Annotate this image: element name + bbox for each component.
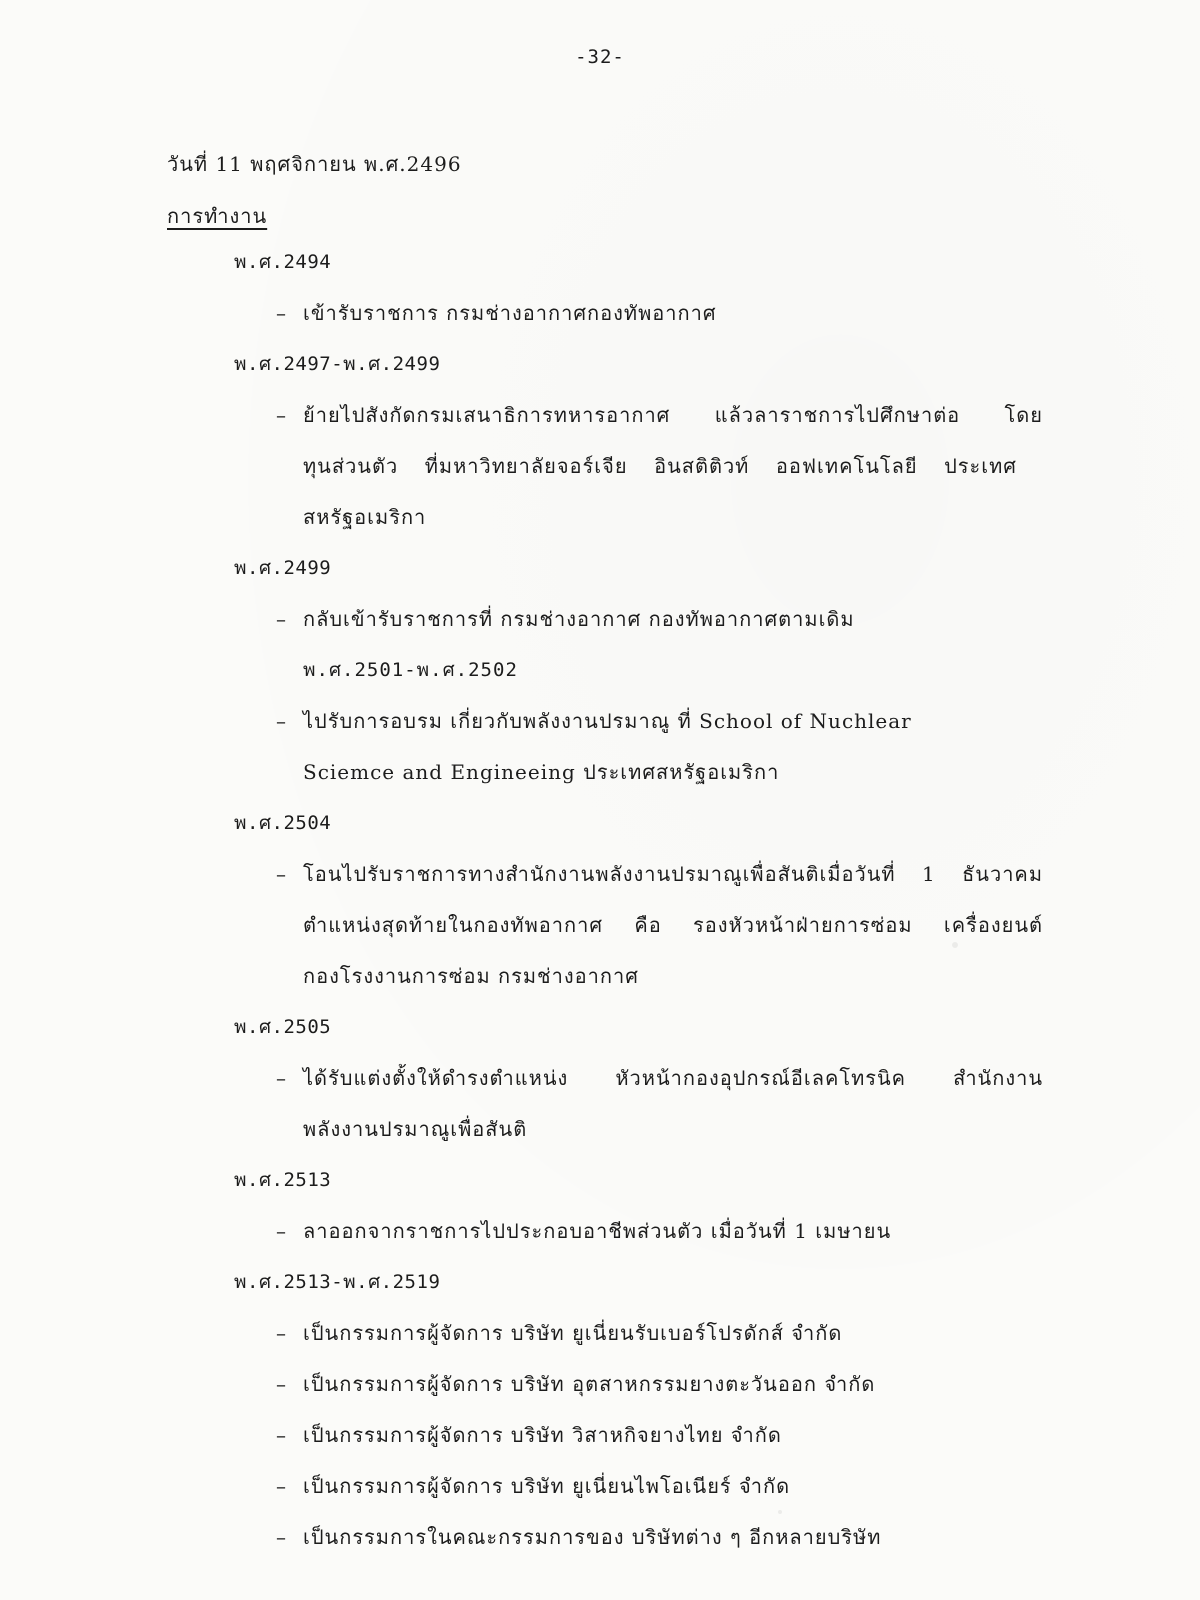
entry-item-text: สหรัฐอเมริกา	[303, 505, 427, 529]
entry-item-line	[0, 607, 1200, 658]
bullet-dash: –	[276, 1066, 287, 1090]
entry-item-text: เป็นกรรมการผู้จัดการ บริษัท วิสาหกิจยางไทย จำกัด	[303, 1423, 782, 1447]
entry-item-continuation	[0, 913, 1200, 964]
entry-year-line	[0, 352, 1200, 403]
entry-year-line	[0, 1168, 1200, 1219]
entry-year: พ.ศ.2505	[234, 1016, 332, 1038]
entry-item-line	[0, 1423, 1200, 1474]
entry-sub-year-line	[0, 658, 1200, 709]
entry-item-line	[0, 1372, 1200, 1423]
bullet-dash: –	[276, 1219, 287, 1243]
entry-item-line	[0, 1219, 1200, 1270]
entry-year: พ.ศ.2513	[234, 1169, 332, 1191]
entry-year: พ.ศ.2513-พ.ศ.2519	[234, 1271, 441, 1293]
entry-year: พ.ศ.2497-พ.ศ.2499	[234, 353, 441, 375]
entry-item-text: ไปรับการอบรม เกี่ยวกับพลังงานปรมาณู ที่ School of Nuchlear	[303, 709, 912, 733]
entry-item-line	[0, 403, 1200, 454]
entry-item-text: เป็นกรรมการผู้จัดการ บริษัท ยูเนี่ยนไพโอเนียร์ จำกัด	[303, 1474, 791, 1498]
bullet-dash: –	[276, 862, 287, 886]
date-heading: วันที่ 11 พฤศจิกายน พ.ศ.2496	[167, 152, 462, 176]
entry-item-continuation	[0, 760, 1200, 811]
entry-year: พ.ศ.2504	[234, 812, 332, 834]
entry-item-text: ตำแหน่งสุดท้ายในกองทัพอากาศ คือ รองหัวหน้าฝ่ายการซ่อม เครื่องยนต์	[303, 913, 1043, 937]
bullet-dash: –	[276, 1474, 287, 1498]
entry-item-text: เป็นกรรมการผู้จัดการ บริษัท ยูเนี่ยนรับเบอร์โปรดักส์ จำกัด	[303, 1321, 843, 1345]
entry-year-line	[0, 811, 1200, 862]
entry-item-continuation	[0, 964, 1200, 1015]
entry-item-line	[0, 301, 1200, 352]
entry-item-text: ย้ายไปสังกัดกรมเสนาธิการทหารอากาศ แล้วลาราชการไปศึกษาต่อ โดย	[303, 403, 1043, 427]
entry-item-text: เป็นกรรมการในคณะกรรมการของ บริษัทต่าง ๆ อีกหลายบริษัท	[303, 1525, 882, 1549]
entry-item-text: เข้ารับราชการ กรมช่างอากาศกองทัพอากาศ	[303, 301, 717, 325]
bullet-dash: –	[276, 1423, 287, 1447]
entry-item-text: พลังงานปรมาณูเพื่อสันติ	[303, 1117, 528, 1141]
entry-year: พ.ศ.2494	[234, 251, 332, 273]
bullet-dash: –	[276, 607, 287, 631]
entry-item-line	[0, 1066, 1200, 1117]
bullet-dash: –	[276, 403, 287, 427]
paper-speck	[952, 942, 958, 948]
entry-item-line	[0, 1474, 1200, 1525]
entry-item-line	[0, 1525, 1200, 1576]
entry-year-line	[0, 1270, 1200, 1321]
entry-item-text: Sciemce and Engineeing ประเทศสหรัฐอเมริกา	[303, 760, 780, 784]
entry-item-continuation	[0, 505, 1200, 556]
entry-year-line	[0, 250, 1200, 301]
entry-year: พ.ศ.2499	[234, 557, 332, 579]
section-title: การทำงาน	[167, 204, 268, 228]
entry-item-text: ลาออกจากราชการไปประกอบอาชีพส่วนตัว เมื่อวันที่ 1 เมษายน	[303, 1219, 892, 1243]
page-number: -32-	[575, 46, 625, 68]
bullet-dash: –	[276, 1525, 287, 1549]
bullet-dash: –	[276, 301, 287, 325]
paper-speck	[778, 1510, 782, 1514]
entry-item-text: กลับเข้ารับราชการที่ กรมช่างอากาศ กองทัพอากาศตามเดิม	[303, 607, 855, 631]
entry-year-line	[0, 556, 1200, 607]
work-history-list	[0, 250, 1200, 1576]
entry-item-text: เป็นกรรมการผู้จัดการ บริษัท อุตสาหกรรมยางตะวันออก จำกัด	[303, 1372, 876, 1396]
entry-item-text: ได้รับแต่งตั้งให้ดำรงตำแหน่ง หัวหน้ากองอุปกรณ์อีเลคโทรนิค สำนักงาน	[303, 1066, 1043, 1090]
bullet-dash: –	[276, 1372, 287, 1396]
entry-item-line	[0, 862, 1200, 913]
entry-year-line	[0, 1015, 1200, 1066]
entry-item-text: โอนไปรับราชการทางสำนักงานพลังงานปรมาณูเพื่อสันติเมื่อวันที่ 1 ธันวาคม	[303, 862, 1043, 886]
entry-item-text: ทุนส่วนตัว ที่มหาวิทยาลัยจอร์เจีย อินสติติวท์ ออฟเทคโนโลยี ประเทศ	[303, 454, 1017, 478]
entry-sub-year: พ.ศ.2501-พ.ศ.2502	[303, 659, 518, 681]
entry-item-continuation	[0, 1117, 1200, 1168]
bullet-dash: –	[276, 1321, 287, 1345]
entry-item-line	[0, 709, 1200, 760]
bullet-dash: –	[276, 709, 287, 733]
entry-item-line	[0, 1321, 1200, 1372]
entry-item-continuation	[0, 454, 1200, 505]
entry-item-text: กองโรงงานการซ่อม กรมช่างอากาศ	[303, 964, 639, 988]
